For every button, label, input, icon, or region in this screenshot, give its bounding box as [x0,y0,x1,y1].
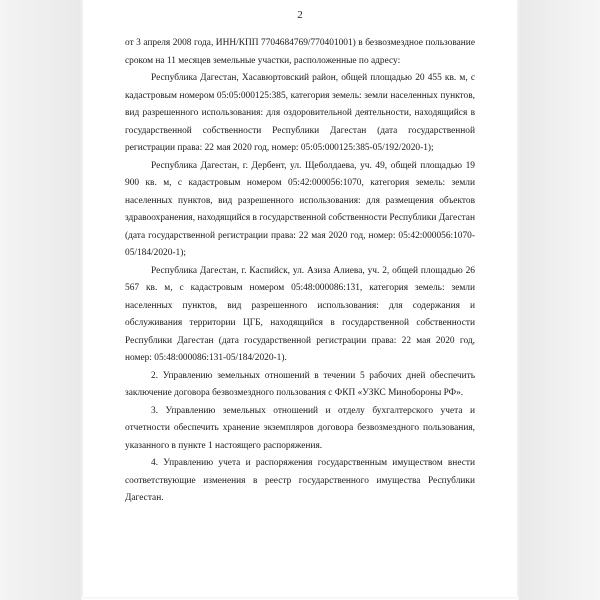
document-body [125,35,475,508]
paragraph-plot-derbent: Республика Дагестан, г. Дербент, ул. Щеболдаева, уч. 49, общей площадью 19 900 кв. м, с кадастровым номером 05:42:000056:1070, категория земель: земли населенных пунктов, вид разрешенного использования: для размещения объектов здравоохранения, находящийся в государственной собственности Республики Дагестан (дата государственной регистрации права: 22 мая 2020 год, номер: 05:42:000056:1070-05/184/2020-1); [125,160,475,258]
paragraph-item-3: 3. Управлению земельных отношений и отделу бухгалтерского учета и отчетности обеспечить хранение экземпляров договора безвозмездного пользования, указанного в пункте 1 настоящего распоряжения. [125,405,475,451]
paragraph-item-4: 4. Управлению учета и распоряжения государственным имуществом внести соответствующие изменения в реестр государственного имущества Республики Дагестан. [125,458,475,503]
paragraph-continuation: от 3 апреля 2008 года, ИНН/КПП 7704684769/770401001) в безвозмездное пользование сроком на 11 месяцев земельные участки, расположенные по адресу: [125,38,475,66]
paragraph-plot-kaspiysk: Республика Дагестан, г. Каспийск, ул. Азиза Алиева, уч. 2, общей площадью 26 567 кв. м, с кадастровым номером 05:48:000086:131, категория земель: земли населенных пунктов, вид разрешенного использования: для содержания и обслуживания территории ЦГБ, находящийся в государственной собственности Республики Дагестан (дата государственной регистрации права: 22 мая 2020 год, номер: 05:48:000086:131-05/184/2020-1). [125,265,475,363]
document-page [83,0,517,597]
paragraph-plot-khasavyurt: Республика Дагестан, Хасавюртовский район, общей площадью 20 455 кв. м, с кадастровым номером 05:05:000125:385, категория земель: земли населенных пунктов, вид разрешенного использования: для оздоровительной деятельности, находящийся в государственной собственности Республики Дагестан (дата государственной регистрации права: 22 мая 2020 год, номер: 05:05:000125:385-05/192/2020-1); [125,73,475,153]
page-number: 2 [297,9,303,21]
paragraph-item-2: 2. Управлению земельных отношений в течении 5 рабочих дней обеспечить заключение договора безвозмездного пользования с ФКП «УЗКС Минобороны РФ». [125,370,475,398]
